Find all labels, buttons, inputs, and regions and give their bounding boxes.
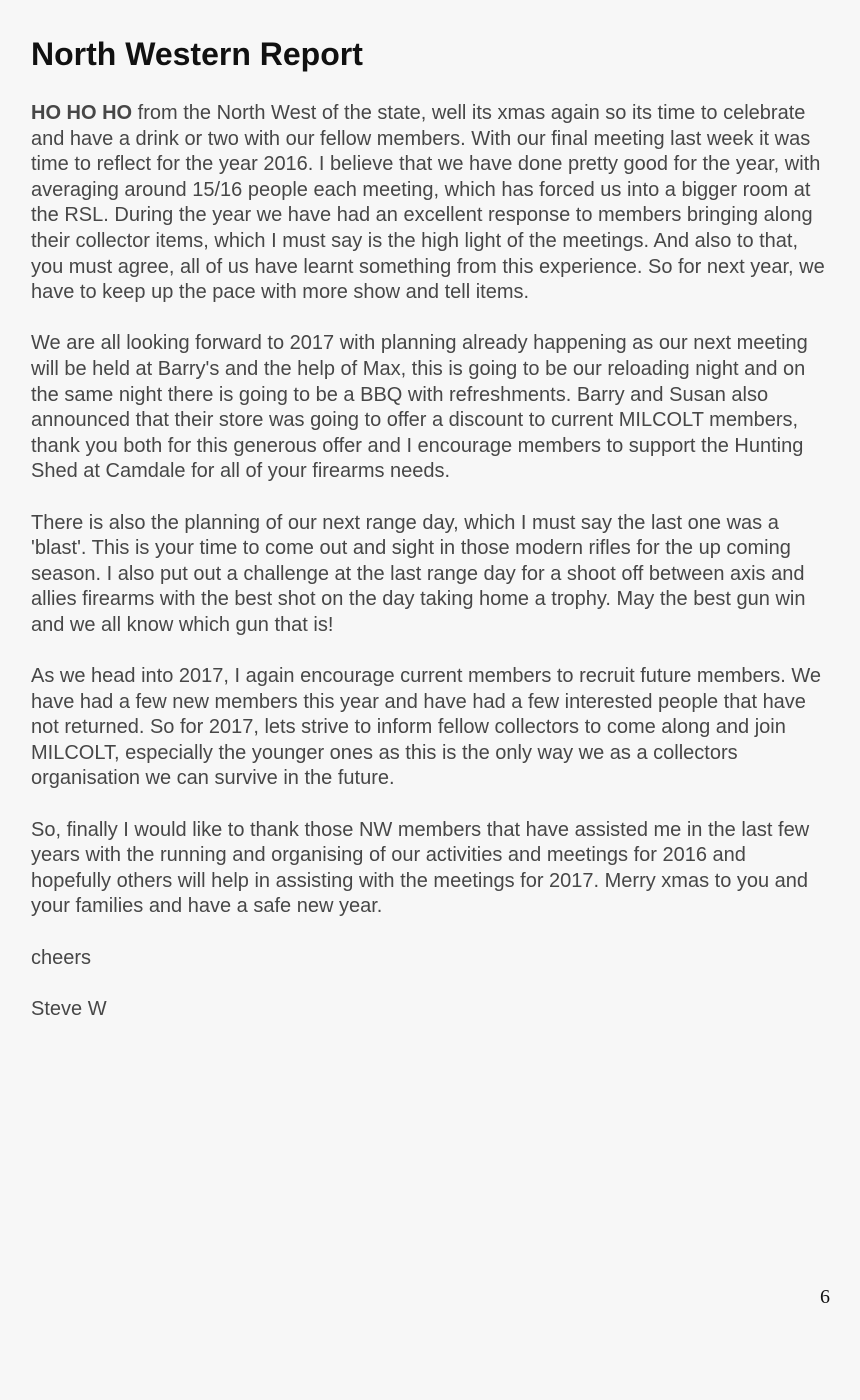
paragraph-2: We are all looking forward to 2017 with planning already happening as our next meeting will be held at Barry's and the help of Max, this is going to be our reloading night and on the same night there is going to be a BBQ with refreshments. Barry and Susan also announced that their store was going to offer a discount to current MILCOLT members, thank you both for this generous offer and I encourage members to support the Hunting Shed at Camdale for all of your firearms needs. [31,332,808,483]
paragraph-3: There is also the planning of our next range day, which I must say the last one was a 'blast'. This is your time to come out and sight in those modern rifles for the up coming season. I also put out a challenge at the last range day for a shoot off between axis and allies firearms with the best shot on the day taking home a trophy. May the best gun win and we all know which gun that is! [31,511,806,636]
paragraph-5: So, finally I would like to thank those NW members that have assisted me in the last few years with the running and organising of our activities and meetings for 2016 and hopefully others will help in assisting with the meetings for 2017. Merry xmas to you and your families and have a safe new year. [31,818,810,918]
intro-bold-text: HO HO HO [31,102,133,124]
paragraph-1 [31,101,831,306]
signoff: cheers [31,946,92,969]
page-number: 6 [820,1286,830,1308]
author-name: Steve W [31,997,107,1020]
paragraph-4: As we head into 2017, I again encourage current members to recruit future members. We have had a few new members this year and have had a few interested people that have not returned. So for 2017, lets strive to inform fellow collectors to come along and join MILCOLT, especially the younger ones as this is the only way we as a collectors organisation we can survive in the future. [31,665,822,790]
paragraph-1-text: from the North West of the state, well its xmas again so its time to celebrate and have a drink or two with our fellow members. With our final meeting last week it was time to reflect for the year 2016. I believe that we have done pretty good for the year, with averaging around 15/16 people each meeting, which has forced us into a bigger room at the RSL. During the year we have had an excellent response to members bringing along their collector items, which I must say is the high light of the meetings. And also to that, you must agree, all of us have learnt something from this experience. So for next year, we have to keep up the pace with more show and tell items. [31,102,825,304]
page-title: North Western Report [31,36,363,72]
